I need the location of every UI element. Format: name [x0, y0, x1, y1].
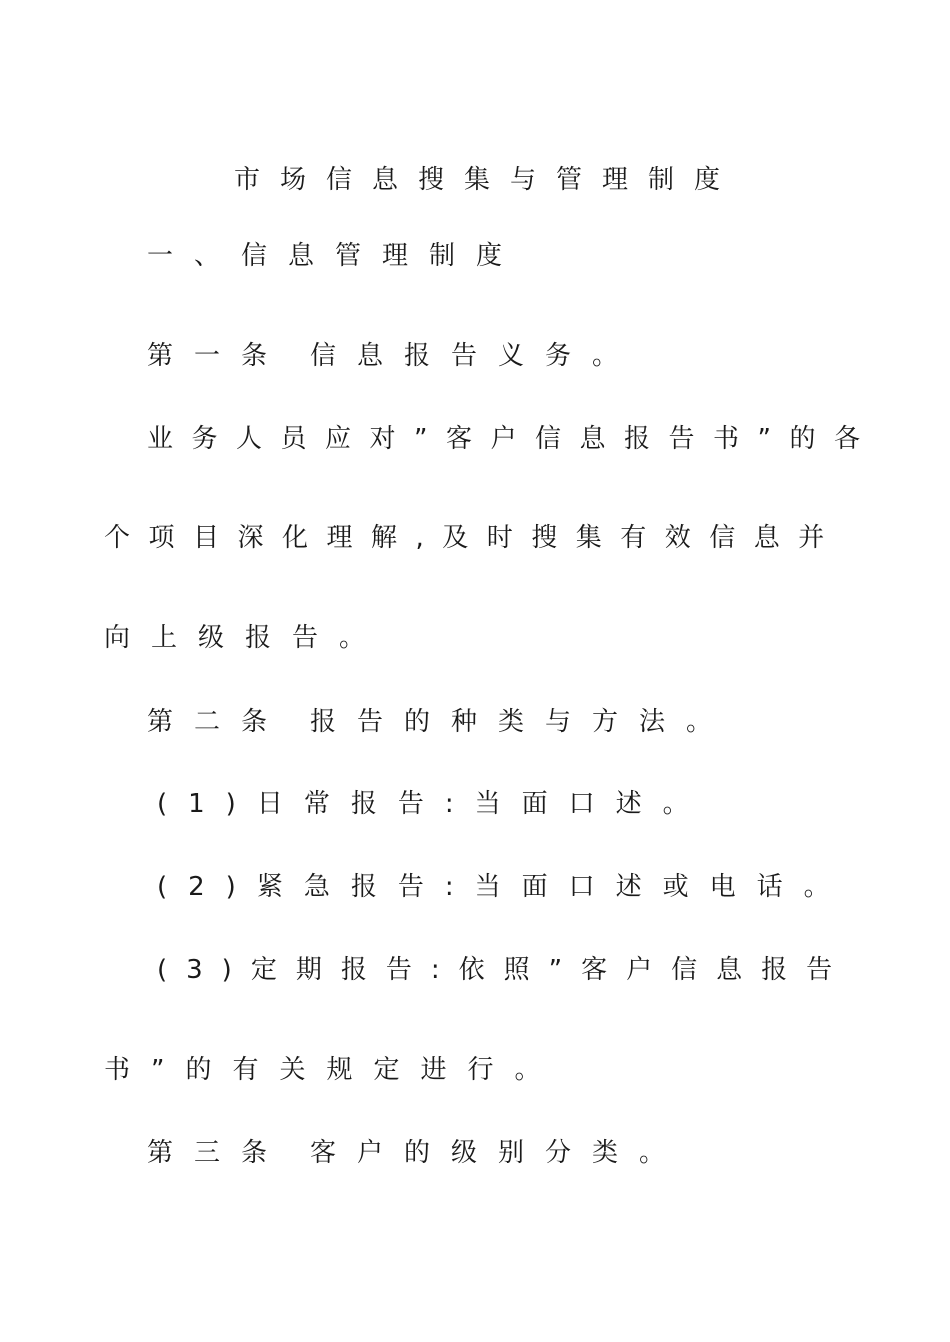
- article-3-heading: [147, 1135, 686, 1171]
- list-item-label: (3): [157, 955, 251, 985]
- article-2-number: 第二条: [147, 707, 289, 737]
- list-item-text: 定期报告:依照”客户信息报告: [250, 955, 852, 985]
- section-heading: 一、信息管理制度: [147, 241, 524, 271]
- list-item-continuation: 书”的有关规定进行。: [104, 1055, 562, 1085]
- list-item-label: (1): [157, 789, 257, 819]
- list-item-text: 日常报告:当面口述。: [256, 789, 710, 819]
- list-item: [157, 786, 710, 822]
- list-item-text: 紧急报告:当面口述或电话。: [256, 872, 851, 902]
- document-title: 市场信息搜集与管理制度: [234, 165, 741, 195]
- article-3-title: 客户的级别分类。: [310, 1138, 687, 1168]
- article-1-title: 信息报告义务。: [310, 341, 640, 371]
- article-2-title: 报告的种类与方法。: [310, 707, 734, 737]
- list-item-label: (2): [157, 872, 257, 902]
- article-1-body-line-3: 向上级报告。: [104, 623, 387, 653]
- article-1-heading: [147, 338, 639, 374]
- list-item: [157, 952, 851, 988]
- article-3-number: 第三条: [147, 1138, 289, 1168]
- article-1-body-line-2: 个项目深化理解,及时搜集有效信息并: [104, 523, 843, 553]
- article-2-heading: [147, 704, 733, 740]
- list-item: [157, 869, 851, 905]
- article-1-number: 第一条: [147, 341, 289, 371]
- article-1-body-line-1: 业务人员应对”客户信息报告书”的各: [147, 424, 879, 454]
